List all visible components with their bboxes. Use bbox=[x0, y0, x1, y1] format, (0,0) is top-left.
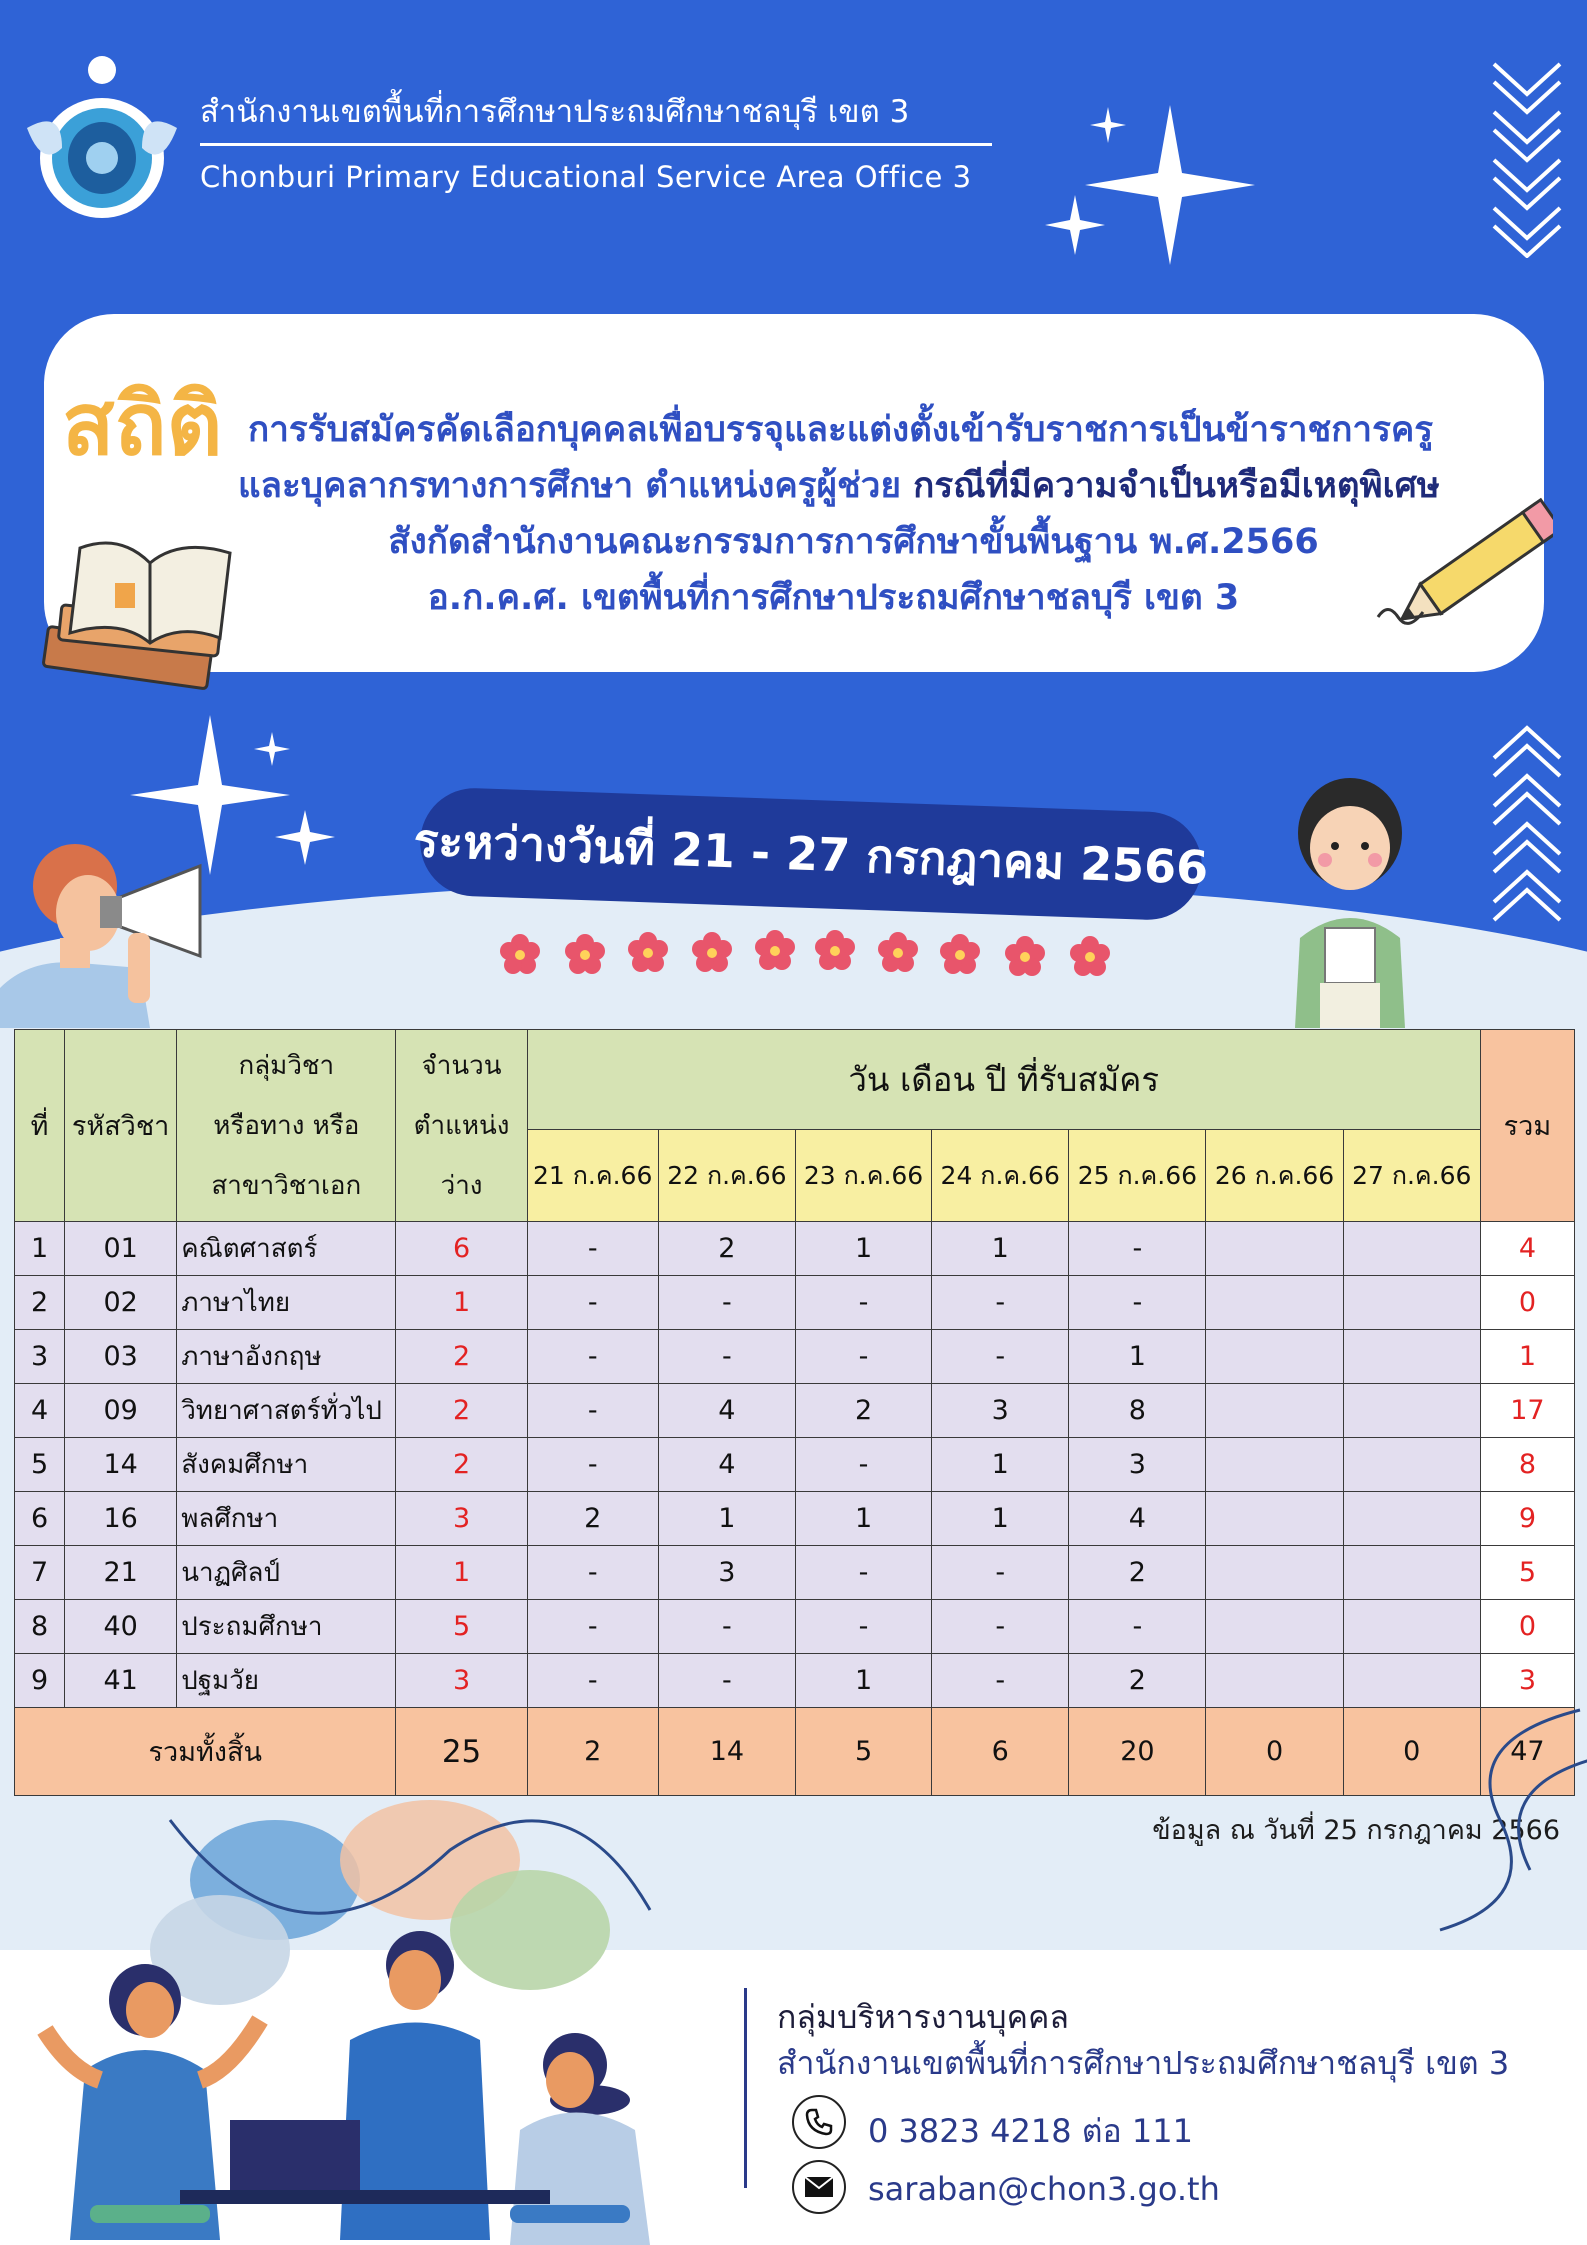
row-day-count bbox=[1206, 1222, 1343, 1276]
row-day-count: - bbox=[658, 1330, 795, 1384]
row-day-count: 1 bbox=[795, 1222, 931, 1276]
row-day-count: 2 bbox=[527, 1492, 658, 1546]
title-line-1: การรับสมัครคัดเลือกบุคคลเพื่อบรรจุและแต่งตั้งเข้ารับราชการเป็นข้าราชการครู bbox=[248, 410, 1434, 450]
row-code: 41 bbox=[65, 1654, 177, 1708]
row-day-count: - bbox=[932, 1330, 1069, 1384]
row-day-count bbox=[1343, 1546, 1480, 1600]
row-day-count: - bbox=[527, 1276, 658, 1330]
row-subject: วิทยาศาสตร์ทั่วไป bbox=[177, 1384, 396, 1438]
row-day-count: 8 bbox=[1069, 1384, 1206, 1438]
row-day-count bbox=[1343, 1384, 1480, 1438]
office-logo-icon bbox=[22, 48, 182, 218]
table-row bbox=[15, 1654, 1575, 1708]
row-day-count: - bbox=[795, 1276, 931, 1330]
positions-header-line-1: จำนวน bbox=[421, 1050, 502, 1081]
grand-total-day: 6 bbox=[932, 1708, 1069, 1796]
col-header-positions bbox=[396, 1030, 527, 1222]
grand-total-day: 20 bbox=[1069, 1708, 1206, 1796]
row-subject: ประถมศึกษา bbox=[177, 1600, 396, 1654]
header-divider bbox=[200, 143, 992, 146]
row-no: 8 bbox=[15, 1600, 65, 1654]
subject-header-line-2: หรือทาง หรือ bbox=[213, 1110, 360, 1141]
row-day-count: - bbox=[527, 1438, 658, 1492]
row-day-count: - bbox=[527, 1384, 658, 1438]
title-line-2 bbox=[238, 458, 1440, 513]
row-day-count: - bbox=[932, 1600, 1069, 1654]
pencil-icon bbox=[1368, 492, 1553, 647]
row-code: 40 bbox=[65, 1600, 177, 1654]
row-day-count: - bbox=[1069, 1276, 1206, 1330]
date-range-text: ระหว่างวันที่ 21 - 27 กรกฎาคม 2566 bbox=[412, 812, 1210, 895]
table-row bbox=[15, 1276, 1575, 1330]
row-positions: 6 bbox=[396, 1222, 527, 1276]
row-subject: ปฐมวัย bbox=[177, 1654, 396, 1708]
sparkle-icon bbox=[1030, 95, 1260, 275]
row-day-count bbox=[1343, 1438, 1480, 1492]
positions-header-line-3: ว่าง bbox=[440, 1170, 483, 1201]
col-header-subject bbox=[177, 1030, 396, 1222]
row-day-count: 1 bbox=[932, 1222, 1069, 1276]
row-code: 03 bbox=[65, 1330, 177, 1384]
grand-total-positions: 25 bbox=[396, 1708, 527, 1796]
col-header-code: รหัสวิชา bbox=[65, 1030, 177, 1222]
row-subject: ภาษาอังกฤษ bbox=[177, 1330, 396, 1384]
row-day-count: - bbox=[658, 1654, 795, 1708]
grand-total-sum: 47 bbox=[1480, 1708, 1574, 1796]
row-code: 02 bbox=[65, 1276, 177, 1330]
row-day-count: - bbox=[658, 1276, 795, 1330]
chevron-up-icon bbox=[1488, 722, 1566, 922]
row-day-count: - bbox=[527, 1600, 658, 1654]
row-day-count: 2 bbox=[658, 1222, 795, 1276]
row-subject: ภาษาไทย bbox=[177, 1276, 396, 1330]
row-day-count bbox=[1343, 1600, 1480, 1654]
col-header-dates-group: วัน เดือน ปี ที่รับสมัคร bbox=[527, 1030, 1480, 1130]
people-meeting-illustration bbox=[30, 1900, 690, 2245]
row-day-count: 2 bbox=[1069, 1546, 1206, 1600]
row-day-count: 1 bbox=[795, 1654, 931, 1708]
title-line-4: อ.ก.ค.ศ. เขตพื้นที่การศึกษาประถมศึกษาชลบุรี เขต 3 bbox=[427, 578, 1240, 618]
row-total: 0 bbox=[1480, 1276, 1574, 1330]
row-subject: คณิตศาสตร์ bbox=[177, 1222, 396, 1276]
date-header: 21 ก.ค.66 bbox=[527, 1130, 658, 1222]
row-day-count: 1 bbox=[658, 1492, 795, 1546]
row-day-count: 3 bbox=[932, 1384, 1069, 1438]
table-header-row bbox=[15, 1030, 1575, 1130]
row-no: 4 bbox=[15, 1384, 65, 1438]
row-no: 2 bbox=[15, 1276, 65, 1330]
table-row bbox=[15, 1438, 1575, 1492]
col-header-no: ที่ bbox=[15, 1030, 65, 1222]
flower-icon bbox=[490, 925, 1130, 985]
row-positions: 1 bbox=[396, 1546, 527, 1600]
date-header: 22 ก.ค.66 bbox=[658, 1130, 795, 1222]
girl-illustration bbox=[1280, 778, 1420, 1028]
col-header-total: รวม bbox=[1480, 1030, 1574, 1222]
row-day-count: - bbox=[795, 1546, 931, 1600]
row-positions: 2 bbox=[396, 1330, 527, 1384]
office-name-thai: สำนักงานเขตพื้นที่การศึกษาประถมศึกษาชลบุรี เขต 3 bbox=[200, 94, 910, 130]
row-total: 5 bbox=[1480, 1546, 1574, 1600]
row-total: 1 bbox=[1480, 1330, 1574, 1384]
row-day-count: - bbox=[1069, 1222, 1206, 1276]
table-row bbox=[15, 1222, 1575, 1276]
contact-phone[interactable]: 0 3823 4218 ต่อ 111 bbox=[868, 2112, 1193, 2150]
row-day-count: 4 bbox=[658, 1384, 795, 1438]
row-positions: 3 bbox=[396, 1492, 527, 1546]
subject-header-line-3: สาขาวิชาเอก bbox=[211, 1170, 362, 1201]
row-positions: 2 bbox=[396, 1384, 527, 1438]
row-code: 21 bbox=[65, 1546, 177, 1600]
row-positions: 1 bbox=[396, 1276, 527, 1330]
title-line-2a: และบุคลากรทางการศึกษา ตำแหน่งครูผู้ช่วย bbox=[238, 466, 901, 506]
row-day-count: - bbox=[527, 1330, 658, 1384]
row-total: 4 bbox=[1480, 1222, 1574, 1276]
title-line-3: สังกัดสำนักงานคณะกรรมการการศึกษาขั้นพื้นฐาน พ.ศ.2566 bbox=[388, 522, 1319, 562]
row-day-count: - bbox=[795, 1600, 931, 1654]
grand-total-row bbox=[15, 1708, 1575, 1796]
megaphone-boy-illustration bbox=[0, 838, 230, 1028]
date-header: 24 ก.ค.66 bbox=[932, 1130, 1069, 1222]
row-code: 16 bbox=[65, 1492, 177, 1546]
table-row bbox=[15, 1384, 1575, 1438]
row-subject: นาฏศิลป์ bbox=[177, 1546, 396, 1600]
grand-total-day: 0 bbox=[1343, 1708, 1480, 1796]
date-header: 27 ก.ค.66 bbox=[1343, 1130, 1480, 1222]
row-total: 8 bbox=[1480, 1438, 1574, 1492]
contact-email[interactable]: saraban@chon3.go.th bbox=[868, 2170, 1220, 2208]
row-no: 7 bbox=[15, 1546, 65, 1600]
chevron-down-icon bbox=[1488, 58, 1566, 258]
data-as-of-note: ข้อมูล ณ วันที่ 25 กรกฎาคม 2566 bbox=[1152, 1815, 1560, 1846]
row-day-count: 1 bbox=[795, 1492, 931, 1546]
row-day-count: 3 bbox=[1069, 1438, 1206, 1492]
row-day-count: 1 bbox=[932, 1492, 1069, 1546]
contact-divider bbox=[744, 1988, 747, 2188]
row-day-count bbox=[1206, 1384, 1343, 1438]
phone-icon bbox=[792, 2095, 846, 2149]
row-day-count: - bbox=[795, 1438, 931, 1492]
row-day-count: 3 bbox=[658, 1546, 795, 1600]
row-code: 01 bbox=[65, 1222, 177, 1276]
table-row bbox=[15, 1330, 1575, 1384]
row-day-count bbox=[1343, 1492, 1480, 1546]
row-day-count: - bbox=[932, 1546, 1069, 1600]
grand-total-day: 14 bbox=[658, 1708, 795, 1796]
row-code: 09 bbox=[65, 1384, 177, 1438]
row-day-count: - bbox=[658, 1600, 795, 1654]
books-icon bbox=[40, 528, 240, 698]
row-day-count bbox=[1206, 1546, 1343, 1600]
contact-department: กลุ่มบริหารงานบุคคล bbox=[777, 1998, 1070, 2036]
row-positions: 5 bbox=[396, 1600, 527, 1654]
table-row bbox=[15, 1546, 1575, 1600]
grand-total-day: 2 bbox=[527, 1708, 658, 1796]
grand-total-day: 5 bbox=[795, 1708, 931, 1796]
row-day-count bbox=[1206, 1654, 1343, 1708]
row-subject: พลศึกษา bbox=[177, 1492, 396, 1546]
row-no: 1 bbox=[15, 1222, 65, 1276]
mail-icon bbox=[792, 2160, 846, 2214]
row-day-count: 4 bbox=[658, 1438, 795, 1492]
row-no: 3 bbox=[15, 1330, 65, 1384]
row-day-count: - bbox=[932, 1276, 1069, 1330]
row-day-count: - bbox=[527, 1546, 658, 1600]
office-name-english: Chonburi Primary Educational Service Area Office 3 bbox=[200, 160, 972, 194]
row-day-count: 2 bbox=[1069, 1654, 1206, 1708]
row-day-count: - bbox=[527, 1654, 658, 1708]
row-day-count bbox=[1206, 1600, 1343, 1654]
row-day-count: 2 bbox=[795, 1384, 931, 1438]
applicant-statistics-table bbox=[14, 1029, 1575, 1796]
row-subject: สังคมศึกษา bbox=[177, 1438, 396, 1492]
row-no: 6 bbox=[15, 1492, 65, 1546]
table-row bbox=[15, 1600, 1575, 1654]
row-day-count bbox=[1343, 1222, 1480, 1276]
grand-total-label: รวมทั้งสิ้น bbox=[15, 1708, 396, 1796]
swirl-decoration bbox=[1420, 1700, 1587, 1940]
table-row bbox=[15, 1492, 1575, 1546]
row-no: 5 bbox=[15, 1438, 65, 1492]
row-day-count bbox=[1206, 1330, 1343, 1384]
row-no: 9 bbox=[15, 1654, 65, 1708]
date-header: 26 ก.ค.66 bbox=[1206, 1130, 1343, 1222]
row-total: 17 bbox=[1480, 1384, 1574, 1438]
row-day-count bbox=[1343, 1330, 1480, 1384]
table-body bbox=[15, 1222, 1575, 1708]
title-line-2b: กรณีที่มีความจำเป็นหรือมีเหตุพิเศษ bbox=[913, 466, 1440, 506]
subject-header-line-1: กลุ่มวิชา bbox=[238, 1050, 335, 1081]
statistics-heading: สถิติ bbox=[62, 375, 223, 475]
row-day-count: - bbox=[795, 1330, 931, 1384]
row-day-count bbox=[1206, 1492, 1343, 1546]
row-day-count bbox=[1343, 1276, 1480, 1330]
row-total: 3 bbox=[1480, 1654, 1574, 1708]
row-positions: 3 bbox=[396, 1654, 527, 1708]
positions-header-line-2: ตำแหน่ง bbox=[413, 1110, 510, 1141]
row-positions: 2 bbox=[396, 1438, 527, 1492]
row-day-count: 1 bbox=[932, 1438, 1069, 1492]
row-day-count: - bbox=[527, 1222, 658, 1276]
contact-office: สำนักงานเขตพื้นที่การศึกษาประถมศึกษาชลบุรี เขต 3 bbox=[777, 2044, 1510, 2082]
row-day-count bbox=[1206, 1438, 1343, 1492]
date-header: 25 ก.ค.66 bbox=[1069, 1130, 1206, 1222]
grand-total-day: 0 bbox=[1206, 1708, 1343, 1796]
row-code: 14 bbox=[65, 1438, 177, 1492]
row-day-count bbox=[1206, 1276, 1343, 1330]
row-day-count: - bbox=[1069, 1600, 1206, 1654]
row-day-count: 1 bbox=[1069, 1330, 1206, 1384]
row-day-count: - bbox=[932, 1654, 1069, 1708]
date-header: 23 ก.ค.66 bbox=[795, 1130, 931, 1222]
row-total: 9 bbox=[1480, 1492, 1574, 1546]
row-total: 0 bbox=[1480, 1600, 1574, 1654]
row-day-count: 4 bbox=[1069, 1492, 1206, 1546]
